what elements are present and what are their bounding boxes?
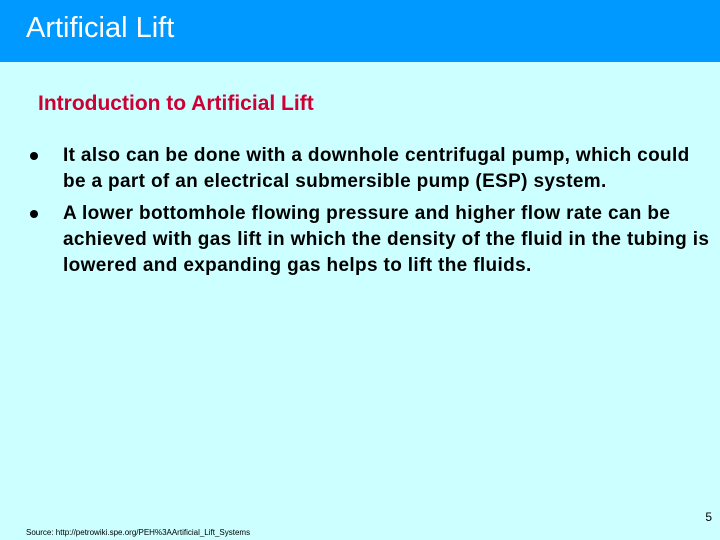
- bullet-list: [30, 143, 710, 285]
- bullet-item: [30, 143, 710, 195]
- slide-title: Artificial Lift: [26, 12, 175, 44]
- bullet-icon: [30, 210, 38, 218]
- page-number: 5: [705, 510, 712, 524]
- slide-subtitle: Introduction to Artificial Lift: [38, 92, 314, 115]
- bullet-icon: [30, 152, 38, 160]
- bullet-text: It also can be done with a downhole centrifugal pump, which could be a part of an electrical submersible pump (ESP) system.: [63, 145, 690, 192]
- title-bar: [0, 0, 720, 62]
- source-note: Source: http://petrowiki.spe.org/PEH%3AArtificial_Lift_Systems: [26, 528, 251, 537]
- bullet-item: [30, 201, 710, 279]
- bullet-text: A lower bottomhole flowing pressure and higher flow rate can be achieved with gas lift in which the density of the fluid in the tubing is lowered and expanding gas helps to lift the fluids.: [63, 203, 710, 276]
